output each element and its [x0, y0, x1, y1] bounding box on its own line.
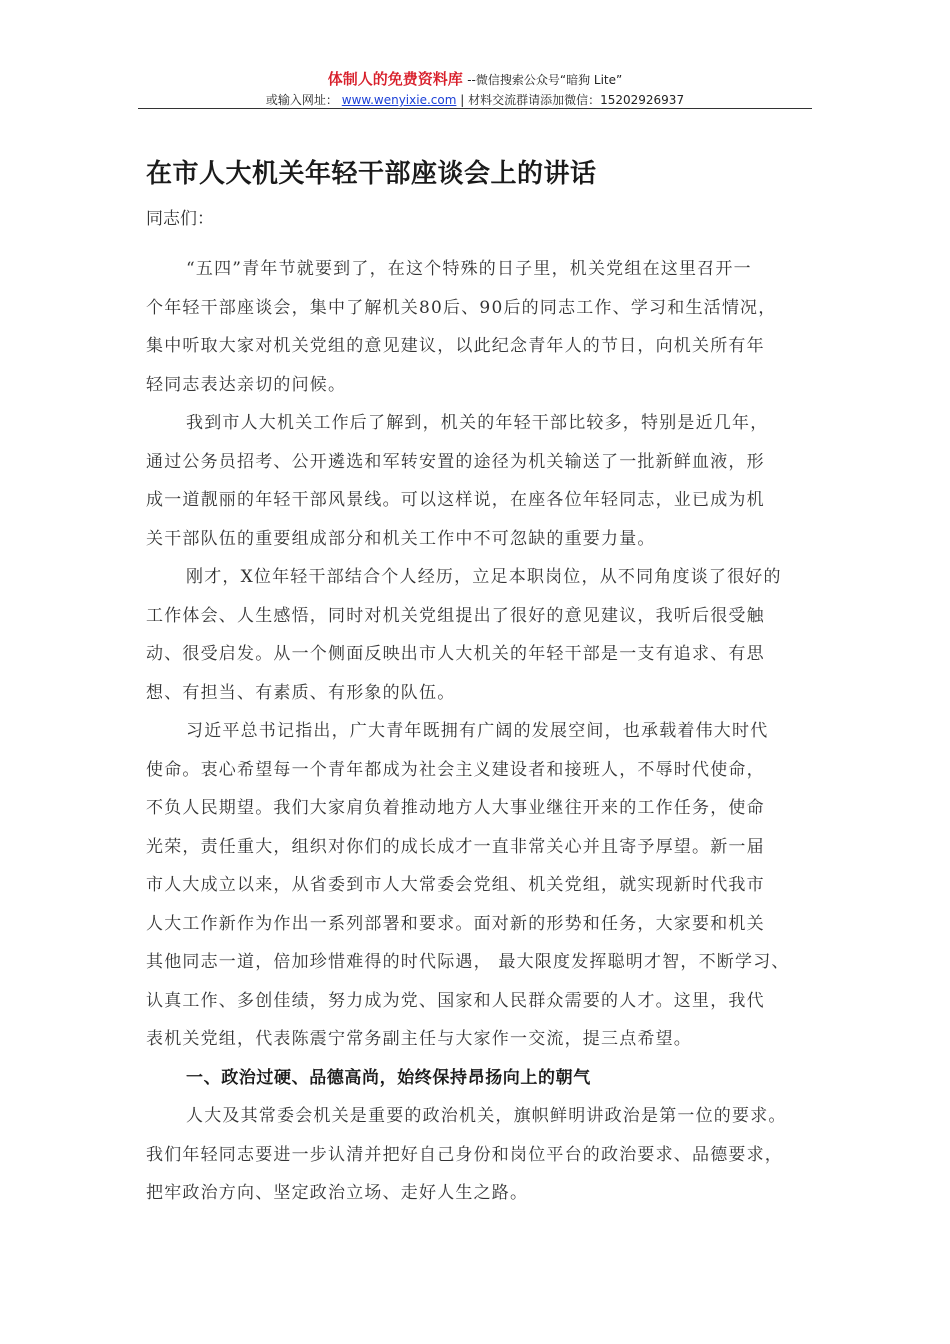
paragraph-3 — [146, 558, 818, 712]
header-url-link[interactable]: www.wenyixie.com — [341, 93, 457, 107]
header-tagline: --微信搜索公众号“暗狗 Lite” — [467, 73, 623, 87]
salutation: 同志们： — [146, 209, 214, 229]
text-line: 其他同志一道，倍加珍惜难得的时代际遇， 最大限度发挥聪明才智，不断学习、 — [146, 952, 790, 972]
text-line: 习近平总书记指出，广大青年既拥有广阔的发展空间，也承载着伟大时代 — [186, 721, 769, 741]
header-banner — [138, 68, 812, 91]
section-heading-1 — [146, 1059, 818, 1098]
text-line: 轻同志表达亲切的问候。 — [146, 374, 347, 395]
text-line: 认真工作、多创佳绩，努力成为党、国家和人民群众需要的人才。这里，我代 — [146, 990, 765, 1011]
paragraph-4 — [146, 712, 818, 1059]
document-title: 在市人大机关年轻干部座谈会上的讲话 — [146, 159, 597, 189]
text-line: 人大及其常委会机关是重要的政治机关，旗帜鲜明讲政治是第一位的要求。 — [186, 1106, 787, 1126]
text-line: 通过公务员招考、公开遴选和军转安置的途径为机关输送了一批新鲜血液，形 — [146, 451, 765, 472]
text-line: 个年轻干部座谈会，集中了解机关80后、90后的同志工作、学习和生活情况， — [146, 297, 777, 318]
header-contact-suffix: | 材料交流群请添加微信：15202926937 — [460, 93, 685, 107]
text-line: 集中听取大家对机关党组的意见建议，以此纪念青年人的节日，向机关所有年 — [146, 336, 765, 356]
text-line: 表机关党组，代表陈震宁常务副主任与大家作一交流，提三点希望。 — [146, 1029, 692, 1049]
text-line: 关干部队伍的重要组成部分和机关工作中不可忽缺的重要力量。 — [146, 528, 656, 549]
document-body — [146, 250, 818, 1213]
text-line: “五四”青年节就要到了，在这个特殊的日子里，机关党组在这里召开一 — [186, 259, 752, 279]
header-divider — [138, 108, 812, 109]
paragraph-5 — [146, 1097, 818, 1213]
text-line: 我到市人大机关工作后了解到，机关的年轻干部比较多，特别是近几年， — [186, 413, 769, 433]
text-line: 把牢政治方向、坚定政治立场、走好人生之路。 — [146, 1183, 529, 1203]
text-line: 成一道靓丽的年轻干部风景线。可以这样说，在座各位年轻同志，业已成为机 — [146, 490, 765, 510]
text-line: 人大工作新作为作出一系列部署和要求。面对新的形势和任务，大家要和机关 — [146, 913, 765, 934]
text-line: 工作体会、人生感悟，同时对机关党组提出了很好的意见建议，我听后很受触 — [146, 605, 765, 626]
text-line: 我们年轻同志要进一步认清并把好自己身份和岗位平台的政治要求、品德要求， — [146, 1144, 783, 1165]
text-line: 使命。衷心希望每一个青年都成为社会主义建设者和接班人，不辱时代使命， — [146, 759, 765, 780]
text-line: 想、有担当、有素质、有形象的队伍。 — [146, 682, 456, 703]
paragraph-1 — [146, 250, 818, 404]
text-line: 刚才，X位年轻干部结合个人经历，立足本职岗位，从不同角度谈了很好的 — [186, 567, 782, 587]
header-brand: 体制人的免费资料库 — [327, 70, 463, 88]
header-contact — [138, 91, 812, 109]
section-heading-text: 一、政治过硬、品德高尚，始终保持昂扬向上的朝气 — [186, 1067, 591, 1088]
text-line: 市人大成立以来，从省委到市人大常委会党组、机关党组，就实现新时代我市 — [146, 875, 765, 895]
header-url-prefix: 或输入网址： — [265, 93, 338, 107]
text-line: 动、很受启发。从一个侧面反映出市人大机关的年轻干部是一支有追求、有思 — [146, 644, 765, 664]
text-line: 不负人民期望。我们大家肩负着推动地方人大事业继往开来的工作任务，使命 — [146, 798, 765, 818]
page-header — [138, 68, 812, 109]
paragraph-2 — [146, 404, 818, 558]
text-line: 光荣，责任重大，组织对你们的成长成才一直非常关心并且寄予厚望。新一届 — [146, 836, 765, 857]
